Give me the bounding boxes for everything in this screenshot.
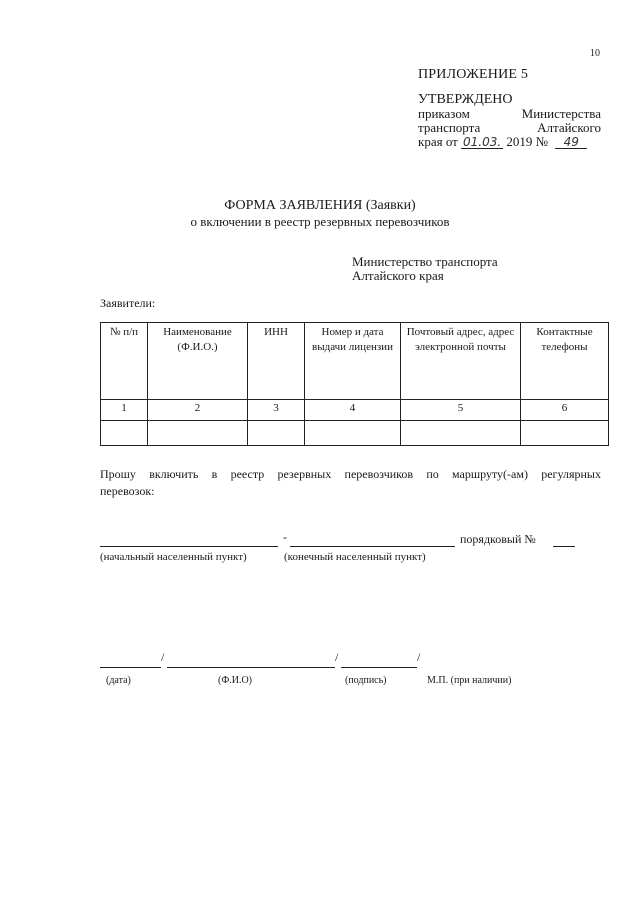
request-word: регулярных xyxy=(541,467,601,481)
handwritten-date: 01.03. xyxy=(462,135,502,149)
handwritten-order-number: 49 xyxy=(555,136,587,149)
start-point-caption: (начальный населенный пункт) xyxy=(100,551,247,563)
table-numbering-row xyxy=(101,400,609,421)
order-number-field[interactable] xyxy=(553,532,575,547)
request-word: маршруту(-ам) xyxy=(452,467,528,481)
approval-line-2 xyxy=(418,121,601,135)
column-number-cell: 3 xyxy=(248,400,305,421)
stamp-caption: М.П. (при наличии) xyxy=(427,675,512,686)
recipient-block xyxy=(352,255,498,283)
request-line-2: перевозок: xyxy=(100,484,155,498)
date-field[interactable] xyxy=(100,653,161,668)
approved-title: УТВЕРЖДЕНО xyxy=(418,92,513,107)
column-header-name: Наименование (Ф.И.О.) xyxy=(148,323,248,400)
column-header-inn: ИНН xyxy=(248,323,305,400)
approval-line-1 xyxy=(418,107,601,121)
end-point-caption: (конечный населенный пункт) xyxy=(284,551,426,563)
order-number-label: порядковый № xyxy=(460,532,536,546)
empty-cell[interactable] xyxy=(248,421,305,446)
applicants-table xyxy=(100,322,609,446)
full-name-caption: (Ф.И.О) xyxy=(218,675,253,686)
recipient-line-2: Алтайского края xyxy=(352,268,444,283)
approval-ministry-word: Министерства xyxy=(521,106,601,121)
request-word: резервных xyxy=(277,467,332,481)
signature-line xyxy=(100,650,430,669)
route-line xyxy=(100,532,600,548)
page-number: 10 xyxy=(590,48,600,59)
signature-field[interactable] xyxy=(341,653,417,668)
approval-year: 2019 № xyxy=(506,134,548,149)
column-number-cell: 1 xyxy=(101,400,148,421)
column-number-cell: 5 xyxy=(401,400,521,421)
appendix-title: ПРИЛОЖЕНИЕ 5 xyxy=(418,67,529,82)
approval-transport-word: транспорта xyxy=(418,120,481,135)
column-header-license: Номер и дата выдачи лицензии xyxy=(305,323,401,400)
form-subtitle: о включении в реестр резервных перевозчиков xyxy=(190,214,450,229)
column-header-number: № п/п xyxy=(101,323,148,400)
start-point-field[interactable] xyxy=(100,532,278,547)
empty-cell[interactable] xyxy=(101,421,148,446)
table-row xyxy=(101,421,609,446)
request-word: Прошу xyxy=(100,467,136,481)
route-dash: - xyxy=(283,530,287,544)
request-paragraph xyxy=(100,466,601,500)
approval-altai-word: Алтайского xyxy=(537,120,601,135)
approval-order-word: приказом xyxy=(418,106,470,121)
full-name-field[interactable] xyxy=(167,653,335,668)
column-number-cell: 6 xyxy=(521,400,609,421)
approval-date-prefix: края от xyxy=(418,134,458,149)
approval-block xyxy=(418,107,601,149)
request-line-1 xyxy=(100,466,601,483)
empty-cell[interactable] xyxy=(401,421,521,446)
separator-slash: / xyxy=(161,650,165,664)
request-word: по xyxy=(426,467,439,481)
signature-caption: (подпись) xyxy=(345,675,387,686)
column-header-phones: Контактные телефоны xyxy=(521,323,609,400)
form-title: ФОРМА ЗАЯВЛЕНИЯ (Заявки) xyxy=(224,198,416,213)
date-caption: (дата) xyxy=(106,675,131,686)
request-word: перевозчиков xyxy=(344,467,414,481)
column-number-cell: 2 xyxy=(148,400,248,421)
request-word: реестр xyxy=(230,467,265,481)
end-point-field[interactable] xyxy=(290,532,455,547)
separator-slash: / xyxy=(417,650,421,664)
request-word: в xyxy=(211,467,218,481)
empty-cell[interactable] xyxy=(305,421,401,446)
empty-cell[interactable] xyxy=(148,421,248,446)
request-word: включить xyxy=(149,467,199,481)
column-header-address: Почтовый адрес, адрес электронной почты xyxy=(401,323,521,400)
applicants-label: Заявители: xyxy=(100,296,156,310)
recipient-line-1: Министерство транспорта xyxy=(352,254,498,269)
separator-slash: / xyxy=(335,650,339,664)
empty-cell[interactable] xyxy=(521,421,609,446)
approval-line-3 xyxy=(418,135,601,149)
table-header-row xyxy=(101,323,609,400)
column-number-cell: 4 xyxy=(305,400,401,421)
